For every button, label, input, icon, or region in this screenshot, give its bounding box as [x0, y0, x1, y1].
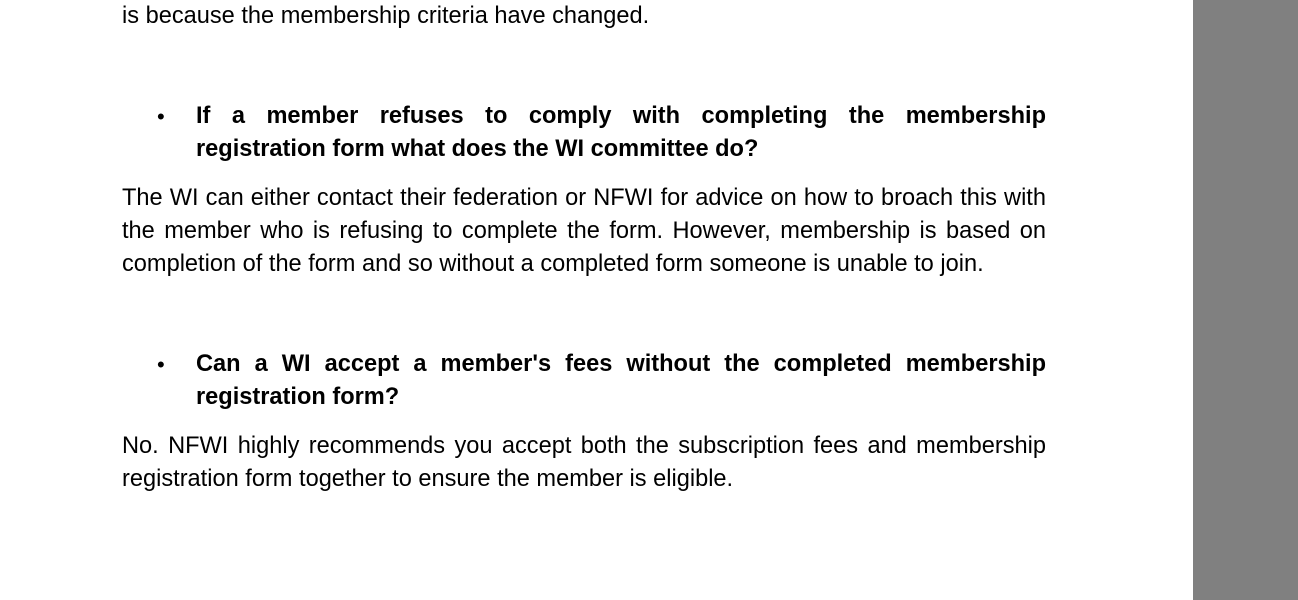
- viewer-gutter: [1193, 0, 1298, 600]
- intro-paragraph: is because the membership criteria have changed.: [122, 3, 650, 29]
- faq-question-1: [122, 100, 1046, 166]
- faq-answer-2: No. NFWI highly recommends you accept both the subscription fees and membership registration form together to ensure the member is eligible.: [122, 433, 1046, 492]
- faq-answer-1: The WI can either contact their federation or NFWI for advice on how to broach this with the member who is refusing to complete the form. However, membership is based on completion of the form and so without a completed form someone is unable to join.: [122, 185, 1046, 277]
- faq-question-2: [122, 348, 1046, 414]
- faq-question-text: Can a WI accept a member's fees without the completed membership registration form?: [196, 351, 1046, 410]
- bullet-icon: •: [157, 104, 165, 129]
- bullet-icon: •: [157, 352, 165, 377]
- faq-question-text: If a member refuses to comply with completing the membership registration form what does the WI committee do?: [196, 103, 1046, 162]
